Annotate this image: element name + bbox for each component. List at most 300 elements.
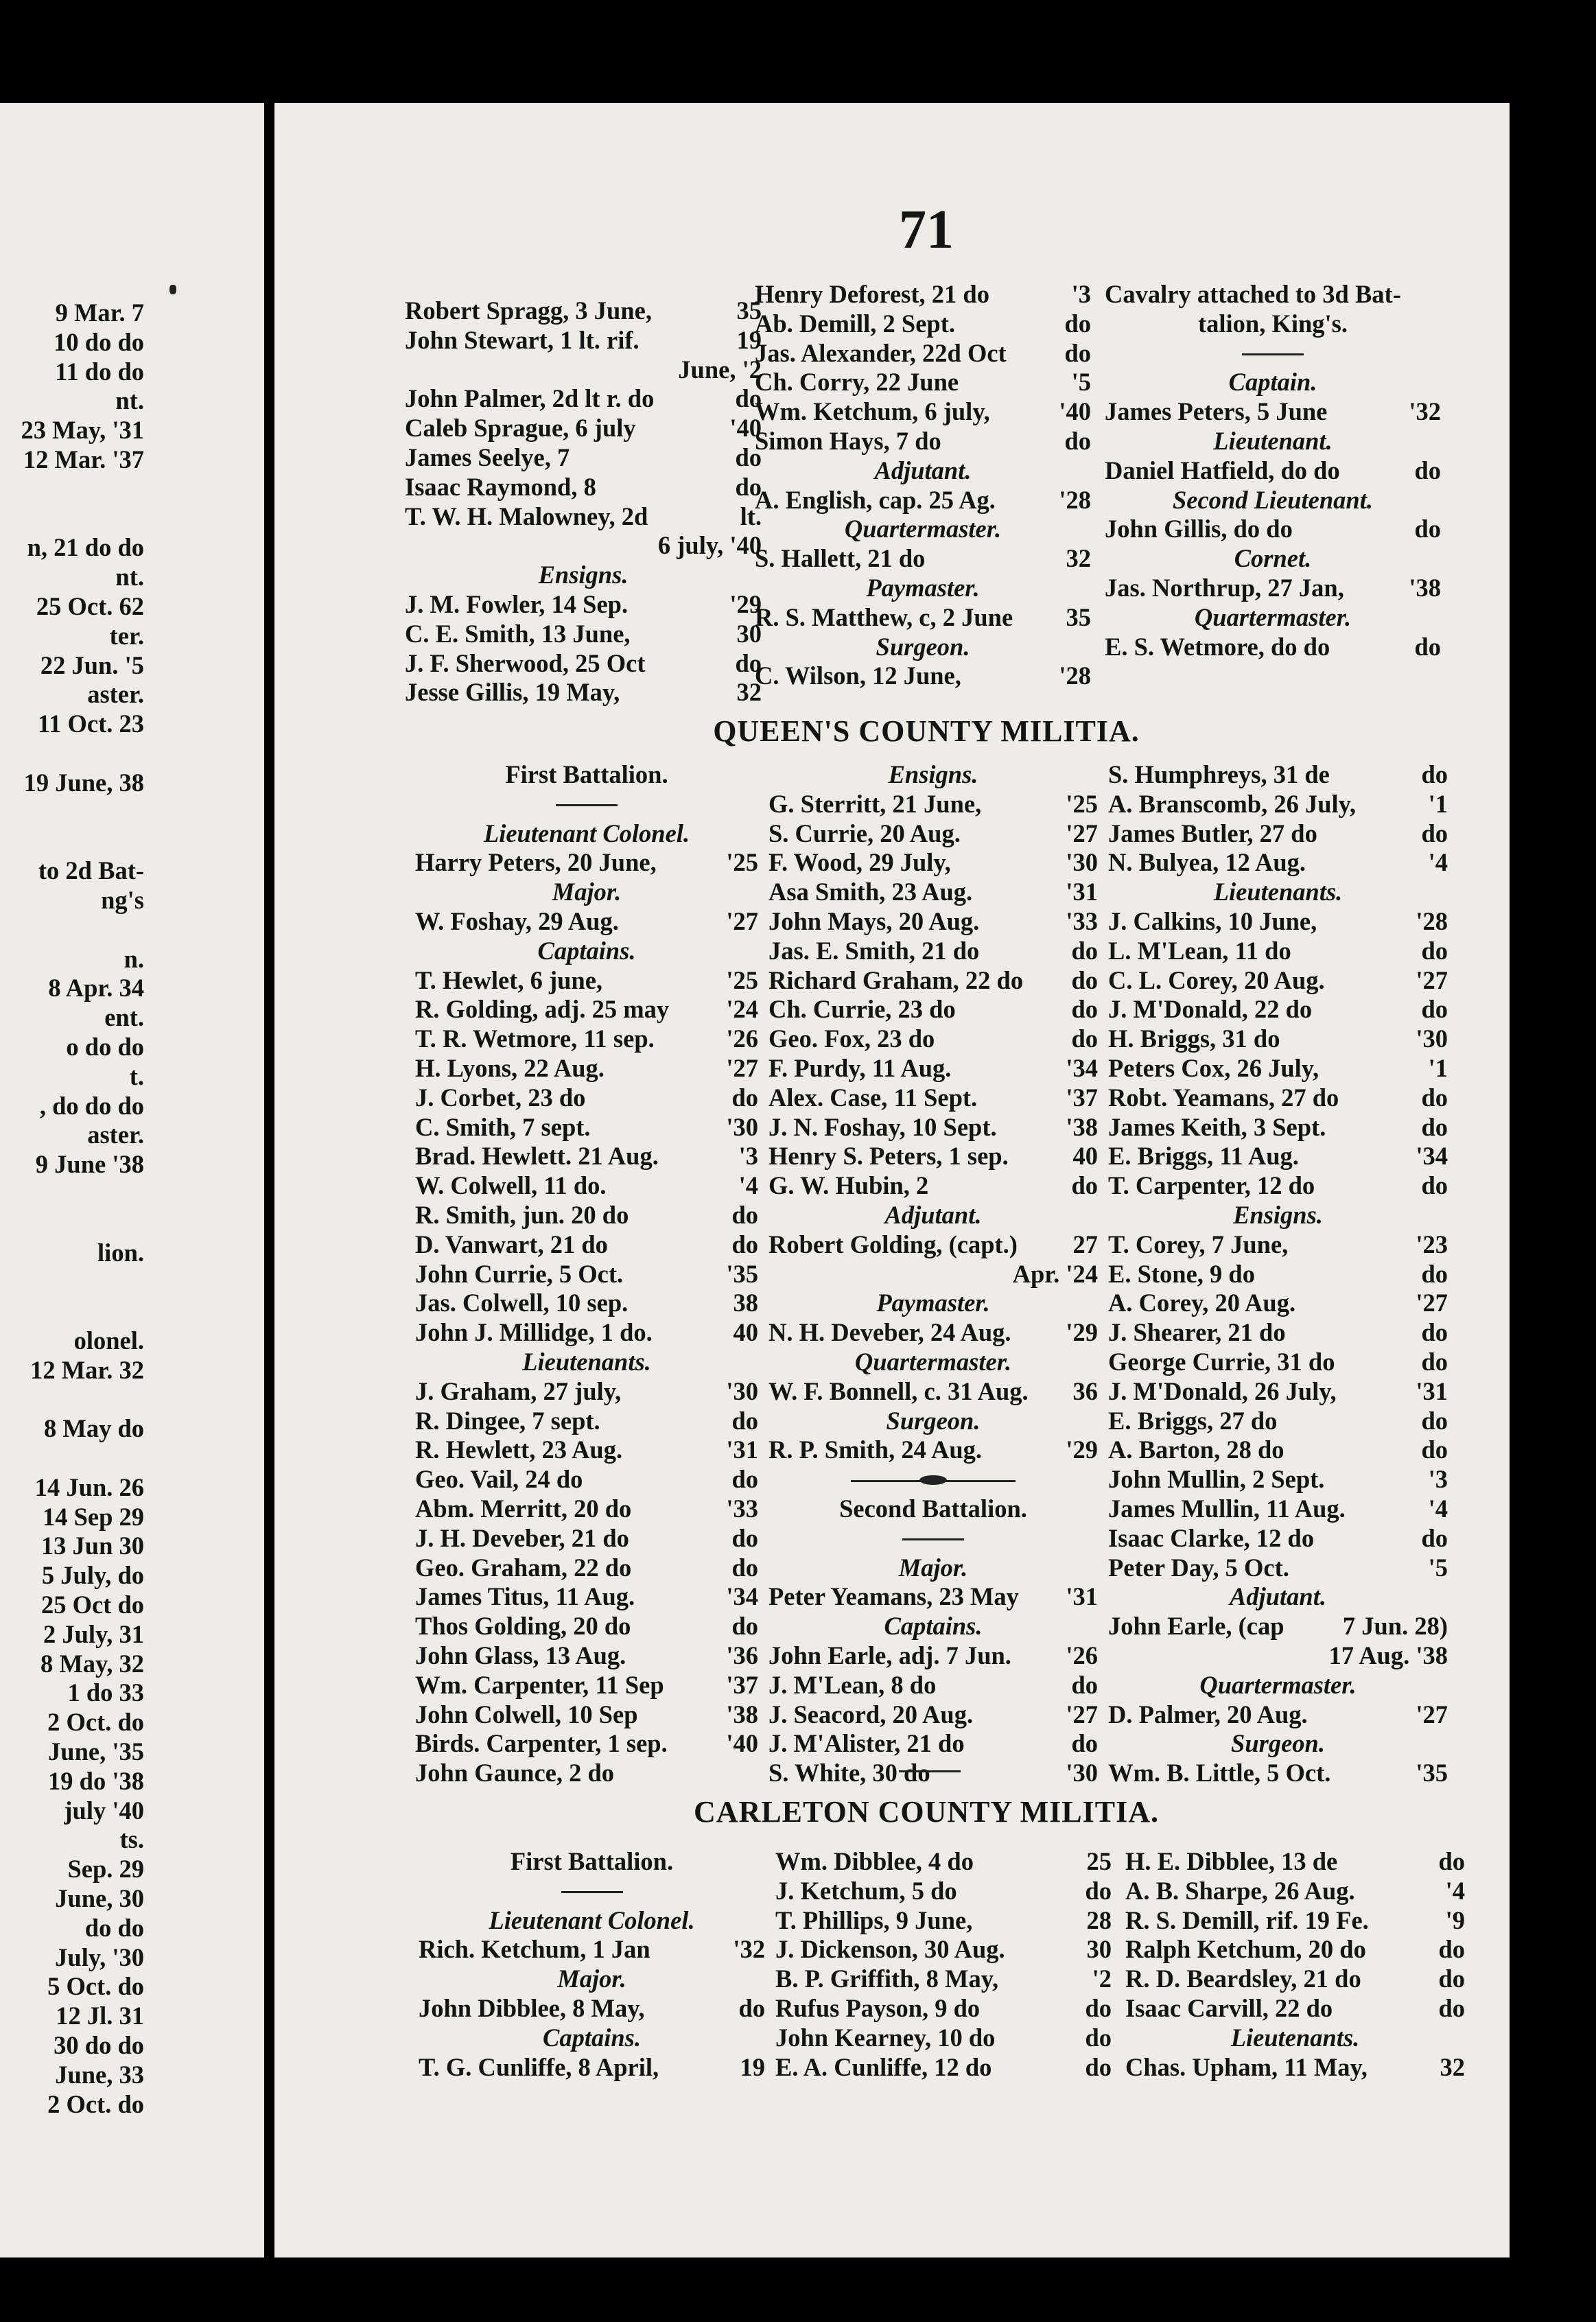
entry-name-date: Jas. Alexander, 22d Oct	[755, 338, 1007, 367]
entry-name-date: J. Dickenson, 30 Aug.	[775, 1935, 1005, 1964]
roster-entry	[405, 473, 762, 502]
battalion-heading: First Battalion.	[505, 760, 668, 788]
entry-name-date: Brad. Hewlett. 21 Aug.	[415, 1142, 659, 1171]
short-rule	[1105, 339, 1441, 368]
entry-year: '38	[1066, 1112, 1098, 1141]
fragment-line: olonel.	[73, 1326, 144, 1354]
entry-name-date: W. Foshay, 29 Aug.	[415, 906, 619, 935]
entry-name-date: Alex. Case, 11 Sept.	[768, 1083, 978, 1112]
queens-column-1	[415, 760, 758, 1788]
entry-name-date: R. D. Beardsley, 21 do	[1125, 1965, 1361, 1993]
entry-year: '25	[1066, 789, 1098, 818]
ink-dot	[169, 285, 176, 294]
entry-year: 35	[736, 296, 762, 325]
roster-entry	[1108, 1377, 1448, 1407]
roster-entry	[419, 1994, 765, 2024]
roster-entry	[1108, 848, 1448, 878]
fragment-line: nt.	[115, 386, 144, 415]
roster-entry	[415, 1142, 758, 1171]
fragment-line: 23 May, '31	[21, 416, 144, 445]
roster-entry	[768, 1759, 1098, 1788]
entry-name-date: A. English, cap. 25 Ag.	[755, 485, 996, 514]
entry-year: do	[1085, 1993, 1112, 2022]
entry-year: 36	[1072, 1376, 1098, 1405]
short-rule	[415, 790, 758, 819]
entry-name-date: G. Sterritt, 21 June,	[768, 789, 982, 818]
entry-year: '36	[726, 1641, 758, 1669]
fragment-line: 9 June '38	[35, 1150, 144, 1179]
fragment-line: 14 Sep 29	[42, 1502, 144, 1531]
fragment-line: aster.	[87, 1121, 144, 1149]
entry-name-date: R. Golding, adj. 25 may	[415, 995, 670, 1024]
entry-year: 28	[1086, 1905, 1112, 1934]
entry-year: do	[1071, 1024, 1098, 1053]
entry-year: '37	[726, 1670, 758, 1699]
entry-year: '3	[738, 1142, 758, 1171]
entry-name-date: E. S. Wetmore, do do	[1105, 632, 1330, 661]
roster-entry	[1108, 1612, 1448, 1641]
top-column-1	[405, 296, 762, 707]
roster-entry	[1108, 1700, 1448, 1730]
entry-year: do	[1421, 1435, 1448, 1464]
entry-year: '34	[726, 1582, 758, 1611]
entry-name-date: W. Colwell, 11 do.	[415, 1171, 607, 1200]
rank-heading: Major.	[552, 878, 622, 906]
entry-year: do	[1064, 426, 1091, 455]
fragment-line: 22 Jun. '5	[40, 650, 144, 679]
entry-name-date: James Seelye, 7	[405, 443, 570, 471]
entry-name-date: Robt. Yeamans, 27 do	[1108, 1083, 1339, 1112]
entry-name-date: Jas. E. Smith, 21 do	[768, 936, 980, 965]
roster-entry	[768, 1171, 1098, 1201]
roster-entry	[768, 848, 1098, 878]
entry-name-date: Wm. Dibblee, 4 do	[775, 1847, 974, 1875]
entry-year: do	[731, 1465, 758, 1494]
entry-year: do	[1421, 819, 1448, 847]
roster-entry	[1125, 1906, 1465, 1936]
entry-name-date: Geo. Graham, 22 do	[415, 1553, 632, 1582]
entry-name-date: Rufus Payson, 9 do	[775, 1993, 981, 2022]
queens-column-3	[1108, 760, 1448, 1788]
rank-heading: Major.	[557, 1965, 626, 1993]
entry-year: do	[1421, 1406, 1448, 1435]
entry-name-date: Henry S. Peters, 1 sep.	[768, 1142, 1009, 1171]
fragment-line	[0, 1180, 144, 1209]
fragment-line: 12 Mar. 32	[30, 1355, 144, 1384]
fragment-line: ng's	[101, 885, 144, 914]
entry-name-date: D. Vanwart, 21 do	[415, 1230, 608, 1258]
entry-name-date: Rich. Ketchum, 1 Jan	[419, 1935, 650, 1964]
fragment-line: Sep. 29	[67, 1855, 144, 1884]
roster-entry	[1125, 1877, 1465, 1906]
roster-entry	[415, 1318, 758, 1348]
entry-year: do	[1438, 1965, 1465, 1993]
entry-name-date: J. M'Donald, 26 July,	[1108, 1376, 1337, 1405]
continuation-line: 17 Aug. '38	[1328, 1641, 1448, 1669]
entry-name-date: E. Stone, 9 do	[1108, 1259, 1255, 1288]
rank-heading: Major.	[898, 1553, 968, 1582]
roster-entry	[1108, 1348, 1448, 1377]
fragment-line: t.	[129, 1062, 144, 1090]
entry-year: 35	[1066, 602, 1091, 631]
roster-entry	[1108, 790, 1448, 819]
entry-year: do	[738, 1993, 765, 2022]
fragment-line	[0, 1267, 144, 1297]
ornament-divider	[768, 1465, 1098, 1494]
entry-year: do	[731, 1612, 758, 1641]
rank-heading: Lieutenants.	[522, 1347, 651, 1376]
entry-year: '30	[1066, 848, 1098, 877]
entry-name-date: Geo. Fox, 23 do	[768, 1024, 935, 1053]
entry-year: '24	[726, 995, 758, 1024]
rank-heading: Quartermaster.	[1194, 602, 1352, 631]
fragment-line	[0, 1444, 144, 1473]
rank-heading: Captain.	[1228, 368, 1317, 397]
entry-name-date: T. Corey, 7 June,	[1108, 1230, 1289, 1258]
roster-entry	[1108, 1759, 1448, 1788]
roster-entry	[768, 1054, 1098, 1083]
roster-entry	[768, 819, 1098, 849]
entry-year: do	[1438, 1935, 1465, 1964]
roster-entry	[755, 661, 1091, 691]
rank-heading: Quartermaster.	[1199, 1670, 1357, 1699]
fragment-line	[0, 1209, 144, 1239]
roster-entry	[755, 603, 1091, 633]
entry-name-date: J. Seacord, 20 Aug.	[768, 1700, 974, 1728]
top-column-3	[1105, 280, 1441, 661]
text-line: Cavalry attached to 3d Bat-	[1105, 280, 1401, 308]
entry-name-date: Jas. Colwell, 10 sep.	[415, 1289, 629, 1317]
entry-name-date: Peter Yeamans, 23 May	[768, 1582, 1019, 1611]
rank-heading: Paymaster.	[866, 573, 980, 602]
fragment-line: 11 do do	[55, 357, 144, 386]
entry-year: do	[731, 1200, 758, 1229]
roster-entry	[405, 678, 762, 707]
roster-entry	[1108, 760, 1448, 790]
entry-year: do	[1421, 995, 1448, 1024]
rank-heading: Lieutenant.	[1213, 426, 1333, 455]
entry-year: lt.	[740, 502, 762, 530]
fragment-line: 5 July, do	[41, 1561, 144, 1590]
entry-name-date: L. M'Lean, 11 do	[1108, 936, 1291, 965]
fragment-line: 19 June, 38	[23, 768, 144, 797]
entry-name-date: Ch. Currie, 23 do	[768, 995, 956, 1024]
entry-name-date: H. Briggs, 31 do	[1108, 1024, 1280, 1053]
fragment-line	[0, 798, 144, 828]
entry-name-date: Jas. Northrup, 27 Jan,	[1105, 573, 1344, 602]
roster-entry	[768, 1024, 1098, 1054]
roster-entry	[1108, 1435, 1448, 1465]
fragment-line: 5 Oct. do	[47, 1972, 144, 2001]
carleton-column-1	[419, 1847, 765, 2082]
rank-heading: Surgeon.	[1231, 1729, 1325, 1758]
entry-year: 25	[1086, 1847, 1112, 1875]
entry-year: '5	[1428, 1553, 1448, 1582]
entry-year: '28	[1059, 661, 1091, 690]
entry-name-date: Asa Smith, 23 Aug.	[768, 878, 973, 906]
roster-entry	[1108, 1524, 1448, 1553]
fragment-line	[0, 915, 144, 945]
rank-heading: Captains.	[542, 2023, 641, 2052]
entry-year: '33	[726, 1494, 758, 1523]
entry-name-date: J. Shearer, 21 do	[1108, 1318, 1286, 1347]
entry-year: '32	[733, 1935, 765, 1964]
entry-year: '37	[1066, 1083, 1098, 1112]
left-column	[0, 298, 144, 2119]
roster-entry	[755, 397, 1091, 427]
roster-entry	[415, 1612, 758, 1641]
entry-year: 32	[1440, 2052, 1465, 2081]
entry-name-date: W. F. Bonnell, c. 31 Aug.	[768, 1376, 1029, 1405]
roster-entry	[755, 544, 1091, 574]
roster-entry	[775, 2053, 1112, 2083]
roster-entry	[1108, 1171, 1448, 1201]
fragment-line: aster.	[87, 680, 144, 709]
entry-year: '28	[1416, 906, 1448, 935]
roster-entry	[405, 649, 762, 679]
fragment-line: 12 Jl. 31	[56, 2002, 144, 2030]
entry-year: '27	[1416, 965, 1448, 994]
entry-year: do	[1071, 1171, 1098, 1200]
entry-name-date: John Stewart, 1 lt. rif.	[405, 325, 639, 354]
fragment-line: 2 Oct. do	[47, 1708, 144, 1737]
roster-entry	[1108, 1553, 1448, 1583]
entry-name-date: John Gaunce, 2 do	[415, 1759, 615, 1787]
fragment-line: ts.	[119, 1825, 144, 1854]
roster-entry	[1108, 1318, 1448, 1348]
entry-name-date: John Kearney, 10 do	[775, 2023, 996, 2052]
roster-entry	[768, 1729, 1098, 1759]
queens-column-2	[768, 760, 1098, 1788]
entry-year: '4	[1428, 1494, 1448, 1523]
fragment-line: 25 Oct. 62	[36, 591, 144, 620]
entry-year: '26	[726, 1024, 758, 1053]
entry-name-date: Abm. Merritt, 20 do	[415, 1494, 632, 1523]
fragment-line: ent.	[104, 1003, 144, 1032]
queens-county-heading: QUEEN'S COUNTY MILITIA.	[713, 714, 1140, 748]
entry-year: '9	[1445, 1905, 1465, 1934]
entry-name-date: D. Palmer, 20 Aug.	[1108, 1700, 1308, 1728]
entry-name-date: R. S. Demill, rif. 19 Fe.	[1125, 1905, 1369, 1934]
entry-name-date: R. P. Smith, 24 Aug.	[768, 1435, 982, 1464]
roster-entry	[415, 1230, 758, 1260]
continuation-line: Apr. '24	[1012, 1259, 1098, 1288]
roster-entry	[768, 1113, 1098, 1142]
entry-year: do	[1421, 1523, 1448, 1552]
entry-name-date: James Peters, 5 June	[1105, 397, 1328, 426]
roster-entry	[1108, 819, 1448, 849]
entry-year: '27	[726, 906, 758, 935]
entry-year: do	[1071, 936, 1098, 965]
roster-entry	[768, 907, 1098, 937]
entry-name-date: H. Lyons, 22 Aug.	[415, 1053, 605, 1082]
entry-name-date: James Butler, 27 do	[1108, 819, 1317, 847]
entry-name-date: James Keith, 3 Sept.	[1108, 1112, 1326, 1141]
entry-name-date: J. M. Fowler, 14 Sep.	[405, 589, 629, 618]
entry-year: do	[731, 1553, 758, 1582]
fragment-line: ter.	[109, 621, 144, 650]
roster-entry	[1108, 1024, 1448, 1054]
entry-year: 30	[736, 619, 762, 648]
entry-name-date: S. White, 30 do	[768, 1759, 930, 1787]
entry-name-date: Chas. Upham, 11 May,	[1125, 2052, 1368, 2081]
roster-entry	[1108, 995, 1448, 1024]
roster-entry	[419, 2053, 765, 2083]
entry-year: 19	[736, 325, 762, 354]
fragment-line	[0, 1385, 144, 1414]
rank-heading: Lieutenant Colonel.	[483, 819, 690, 847]
entry-year: '25	[726, 965, 758, 994]
entry-name-date: J. F. Sherwood, 25 Oct	[405, 648, 646, 677]
roster-entry	[775, 1877, 1112, 1906]
roster-entry	[768, 966, 1098, 996]
entry-year: do	[1421, 1171, 1448, 1200]
entry-year: '34	[1416, 1142, 1448, 1171]
roster-entry	[415, 848, 758, 878]
entry-name-date: John Gillis, do do	[1105, 515, 1293, 543]
entry-year: do	[735, 472, 762, 501]
fragment-line: July, '30	[55, 1943, 144, 1971]
entry-year: do	[1071, 1670, 1098, 1699]
entry-year: 7 Jun. 28)	[1342, 1612, 1448, 1641]
entry-year: do	[1085, 2052, 1112, 2081]
entry-year: do	[1414, 456, 1441, 484]
entry-name-date: Isaac Clarke, 12 do	[1108, 1523, 1315, 1552]
entry-name-date: T. W. H. Malowney, 2d	[405, 502, 648, 530]
roster-entry	[768, 995, 1098, 1024]
entry-year: '31	[1416, 1376, 1448, 1405]
roster-entry	[755, 486, 1091, 515]
rank-heading: Second Lieutenant.	[1172, 485, 1374, 514]
entry-name-date: George Currie, 31 do	[1108, 1347, 1335, 1376]
fragment-line: 12 Mar. '37	[23, 445, 144, 473]
fragment-line: , do do do	[39, 1091, 144, 1120]
fragment-line	[0, 827, 144, 856]
entry-name-date: T. Phillips, 9 June,	[775, 1905, 973, 1934]
fragment-line: july '40	[64, 1796, 144, 1825]
entry-year: '3	[1428, 1465, 1448, 1494]
entry-name-date: Ab. Demill, 2 Sept.	[755, 309, 955, 338]
entry-year: do	[1421, 1259, 1448, 1288]
fragment-line: 8 May, 32	[40, 1649, 144, 1678]
entry-year: '33	[1066, 906, 1098, 935]
entry-name-date: J. M'Alister, 21 do	[768, 1729, 965, 1758]
entry-year: '4	[738, 1171, 758, 1200]
rank-heading: Quartermaster.	[844, 515, 1002, 543]
entry-name-date: R. Dingee, 7 sept.	[415, 1406, 600, 1435]
roster-entry	[1108, 1054, 1448, 1083]
entry-name-date: J. Calkins, 10 June,	[1108, 906, 1317, 935]
carleton-county-heading: CARLETON COUNTY MILITIA.	[694, 1795, 1159, 1829]
entry-year: do	[731, 1406, 758, 1435]
entry-year: '31	[1066, 1582, 1098, 1611]
battalion-heading: Second Battalion.	[839, 1494, 1027, 1523]
entry-year: '40	[729, 414, 762, 443]
roster-entry	[1108, 1083, 1448, 1113]
roster-entry	[415, 1407, 758, 1436]
fragment-line: do do	[84, 1913, 144, 1942]
roster-entry	[768, 878, 1098, 907]
rank-heading: Captains.	[537, 936, 636, 965]
rank-heading: Paymaster.	[876, 1289, 990, 1317]
roster-entry	[405, 414, 762, 443]
fragment-line	[0, 739, 144, 769]
fragment-line	[0, 504, 144, 534]
entry-name-date: Robert Spragg, 3 June,	[405, 296, 652, 325]
entry-name-date: John Mays, 20 Aug.	[768, 906, 980, 935]
fragment-line: 8 May do	[44, 1414, 144, 1443]
entry-year: '38	[726, 1700, 758, 1728]
entry-year: do	[1064, 338, 1091, 367]
roster-entry	[415, 1260, 758, 1289]
entry-year: do	[735, 384, 762, 413]
roster-entry	[1125, 2053, 1465, 2083]
entry-name-date: Geo. Vail, 24 do	[415, 1465, 583, 1494]
entry-name-date: James Titus, 11 Aug.	[415, 1582, 635, 1611]
rank-heading: Ensigns.	[888, 760, 978, 788]
entry-name-date: T. G. Cunliffe, 8 April,	[419, 2052, 659, 2081]
entry-name-date: N. Bulyea, 12 Aug.	[1108, 848, 1306, 877]
entry-name-date: John Palmer, 2d lt r. do	[405, 384, 655, 413]
roster-entry	[405, 296, 762, 326]
left-page-fragment	[0, 103, 264, 2258]
entry-name-date: Birds. Carpenter, 1 sep.	[415, 1729, 668, 1758]
rank-heading: Lieutenants.	[1230, 2023, 1360, 2052]
short-rule	[419, 1877, 765, 1906]
roster-entry	[1108, 1494, 1448, 1524]
roster-entry	[415, 1377, 758, 1407]
rank-heading: Lieutenants.	[1213, 878, 1343, 906]
roster-entry	[768, 1377, 1098, 1407]
fragment-line	[0, 475, 144, 504]
roster-entry	[415, 1729, 758, 1759]
entry-name-date: Simon Hays, 7 do	[755, 426, 941, 455]
entry-year: do	[1071, 995, 1098, 1024]
entry-name-date: T. Hewlet, 6 june,	[415, 965, 603, 994]
battalion-heading: talion, King's.	[1197, 309, 1348, 338]
entry-year: 30	[1086, 1935, 1112, 1964]
entry-year: '35	[726, 1259, 758, 1288]
entry-name-date: John Earle, (cap	[1108, 1612, 1284, 1641]
entry-name-date: A. Corey, 20 Aug.	[1108, 1289, 1296, 1317]
entry-name-date: Isaac Raymond, 8	[405, 472, 596, 501]
entry-year: do	[1085, 2023, 1112, 2052]
entry-year: '23	[1416, 1230, 1448, 1258]
roster-entry	[1108, 1289, 1448, 1318]
fragment-line: 30 do do	[54, 2031, 144, 2060]
roster-entry	[415, 1671, 758, 1700]
entry-name-date: R. Hewlett, 23 Aug.	[415, 1435, 623, 1464]
entry-year: 19	[740, 2052, 765, 2081]
entry-name-date: E. A. Cunliffe, 12 do	[775, 2052, 992, 2081]
entry-year: do	[1438, 1993, 1465, 2022]
roster-entry	[415, 1435, 758, 1465]
roster-entry	[1105, 574, 1441, 603]
roster-entry	[768, 1318, 1098, 1348]
roster-entry	[775, 1935, 1112, 1965]
roster-entry	[1125, 1847, 1465, 1877]
battalion-heading: First Battalion.	[510, 1847, 674, 1875]
roster-entry	[1105, 515, 1441, 544]
page-number: 71	[899, 200, 954, 260]
entry-name-date: J. M'Lean, 8 do	[768, 1670, 937, 1699]
entry-name-date: Peter Day, 5 Oct.	[1108, 1553, 1289, 1582]
rank-heading: Adjutant.	[1230, 1582, 1326, 1611]
entry-name-date: R. Smith, jun. 20 do	[415, 1200, 629, 1229]
entry-name-date: Peters Cox, 26 July,	[1108, 1053, 1319, 1082]
entry-name-date: A. B. Sharpe, 26 Aug.	[1125, 1876, 1355, 1905]
rank-heading: Lieutenant Colonel.	[489, 1905, 695, 1934]
